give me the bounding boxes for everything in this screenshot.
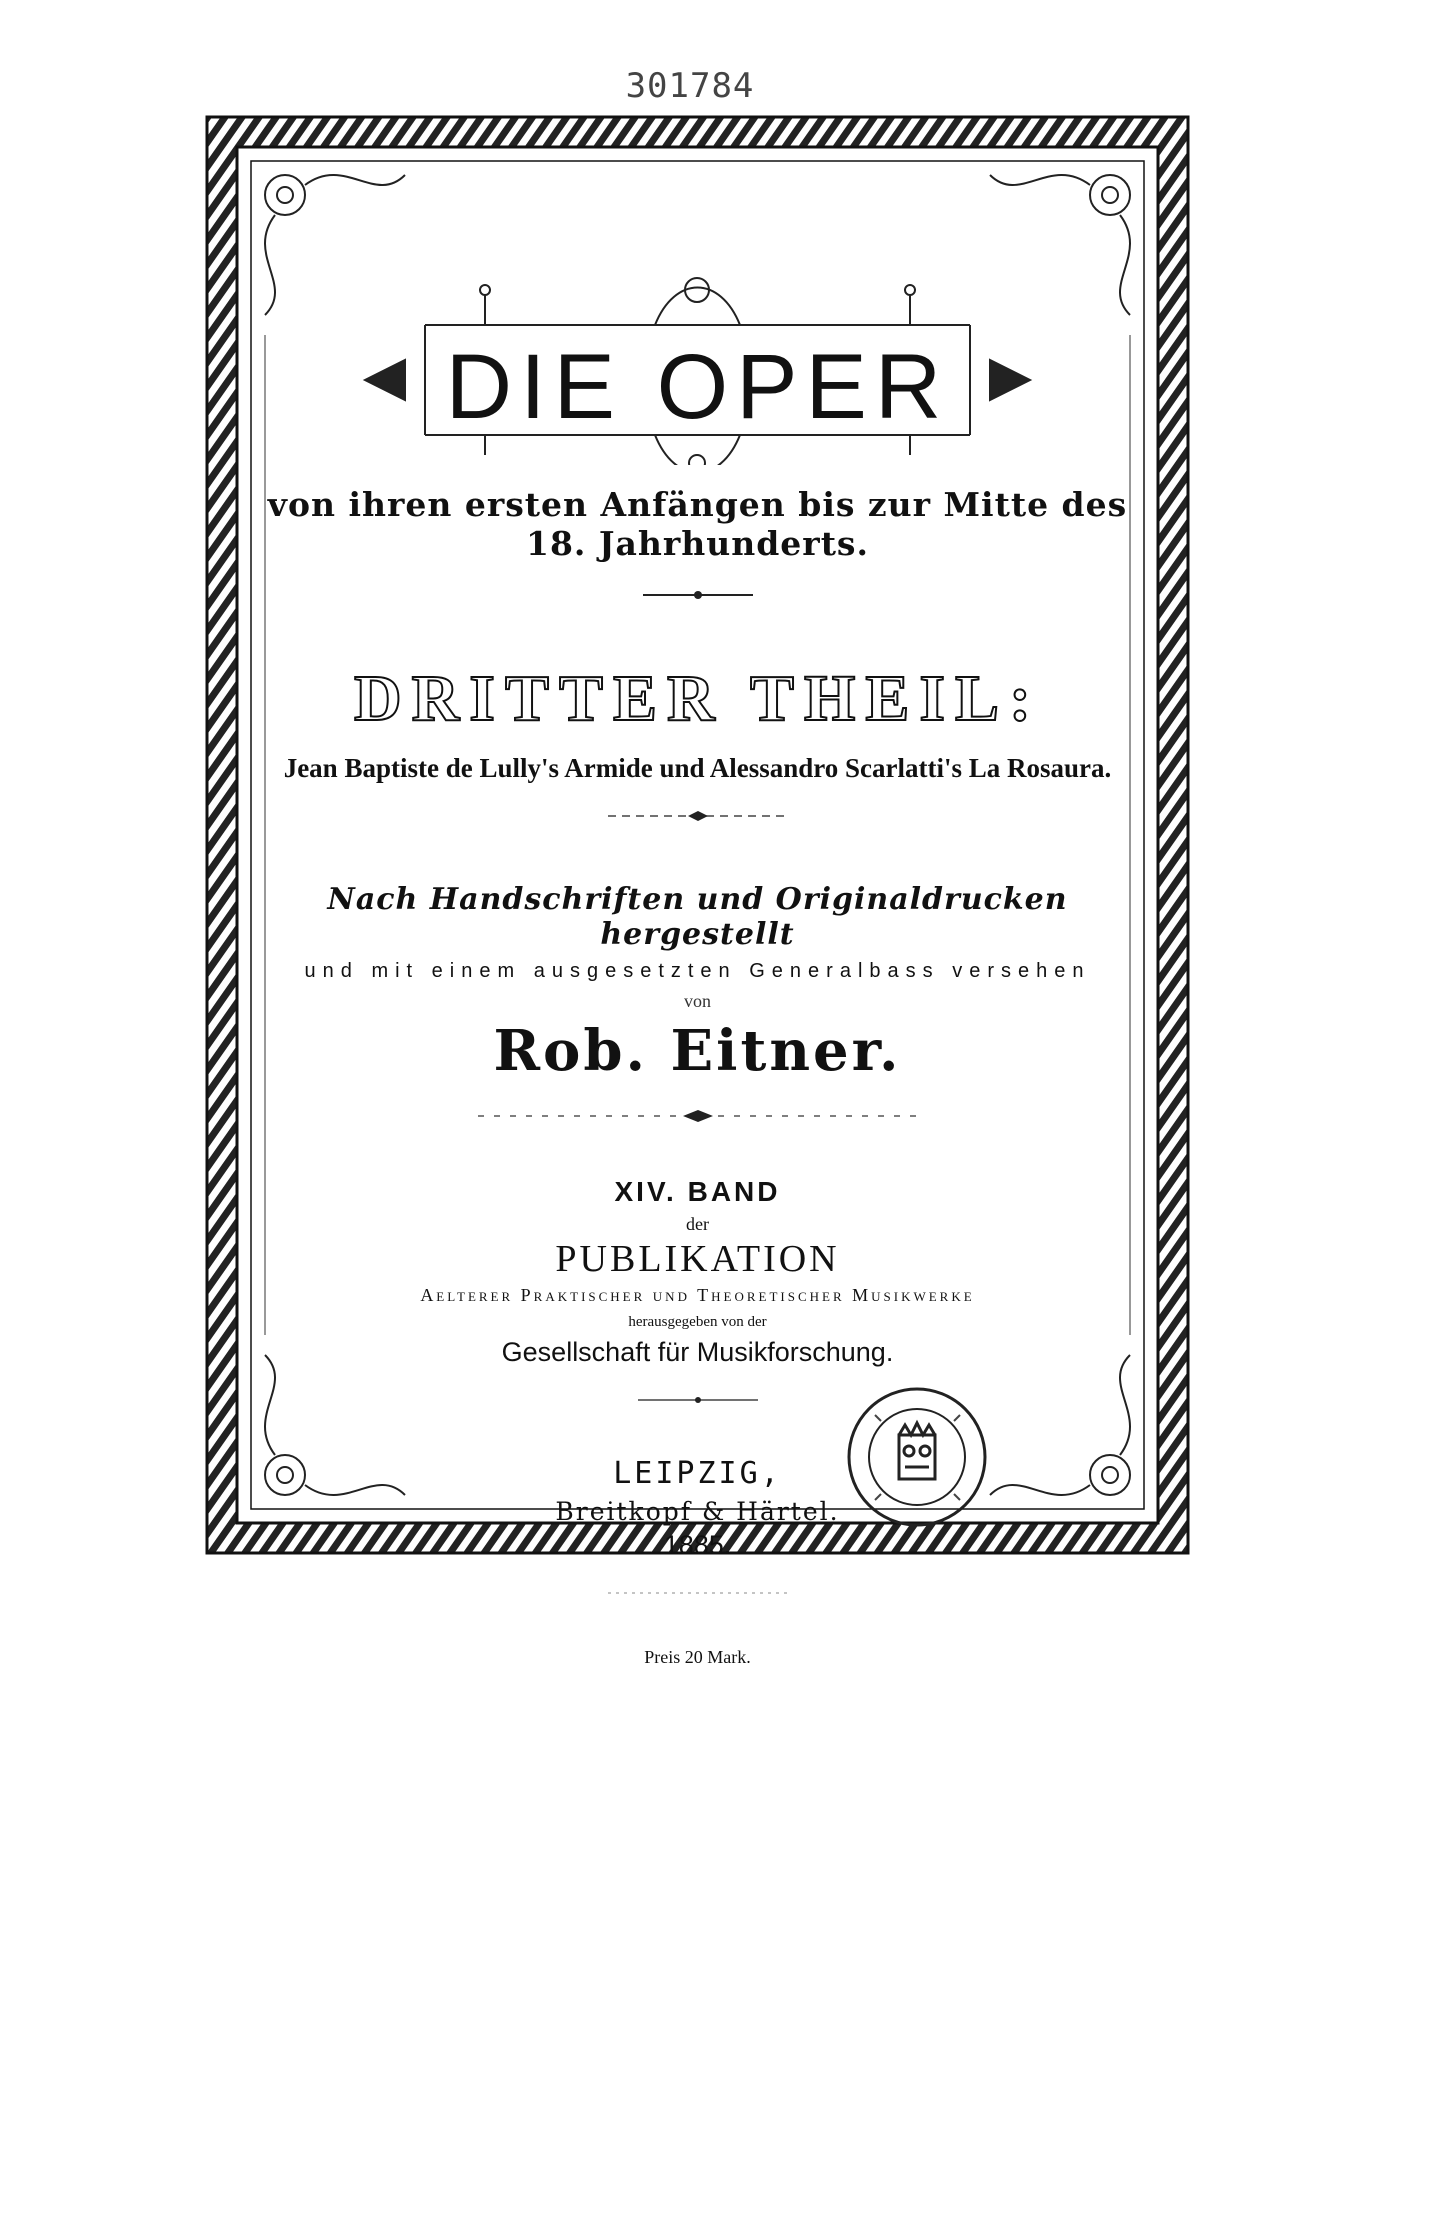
edited-by-label: herausgegeben von der [628,1314,767,1330]
divider-rule-1 [643,589,753,601]
divider-rule-5 [608,1587,788,1599]
works-line: Jean Baptiste de Lully's Armide und Alessandro Scarlatti's La Rosaura. [283,753,1112,783]
price-label: Preis 20 Mark. [644,1647,751,1667]
shelfmark: 301784 [625,66,755,106]
divider-rule-2 [608,810,788,822]
publication-title: PUBLIKATION [555,1238,840,1280]
divider-rule-3 [478,1110,918,1122]
source-line: Nach Handschriften und Originaldrucken hergestellt [327,882,1068,952]
imprint-year: 1885. [663,1530,732,1560]
of-label: der [686,1214,709,1234]
title-page-content [255,175,1140,1668]
divider-rule-4 [638,1394,758,1406]
imprint-city: LEIPZIG, [613,1456,782,1491]
subtitle: von ihren ersten Anfängen bis zur Mitte des 18. Jahrhunderts. [267,485,1128,563]
editor-name: Rob. Eitner. [493,1018,902,1084]
series-title: Aelterer Praktischer und Theoretischer Musikwerke [420,1285,975,1305]
by-label: von [684,991,711,1011]
part-heading: DRITTER THEIL: [353,662,1042,735]
imprint-publisher: Breitkopf & Härtel. [555,1497,840,1526]
volume-label: XIV. BAND [614,1176,781,1207]
title-block [255,235,1140,465]
library-stamp [845,1385,990,1530]
bass-line: und mit einem ausgesetzten Generalbass versehen [304,960,1091,982]
main-title: DIE OPER [445,336,950,438]
society-name: Gesellschaft für Musikforschung. [501,1337,894,1367]
